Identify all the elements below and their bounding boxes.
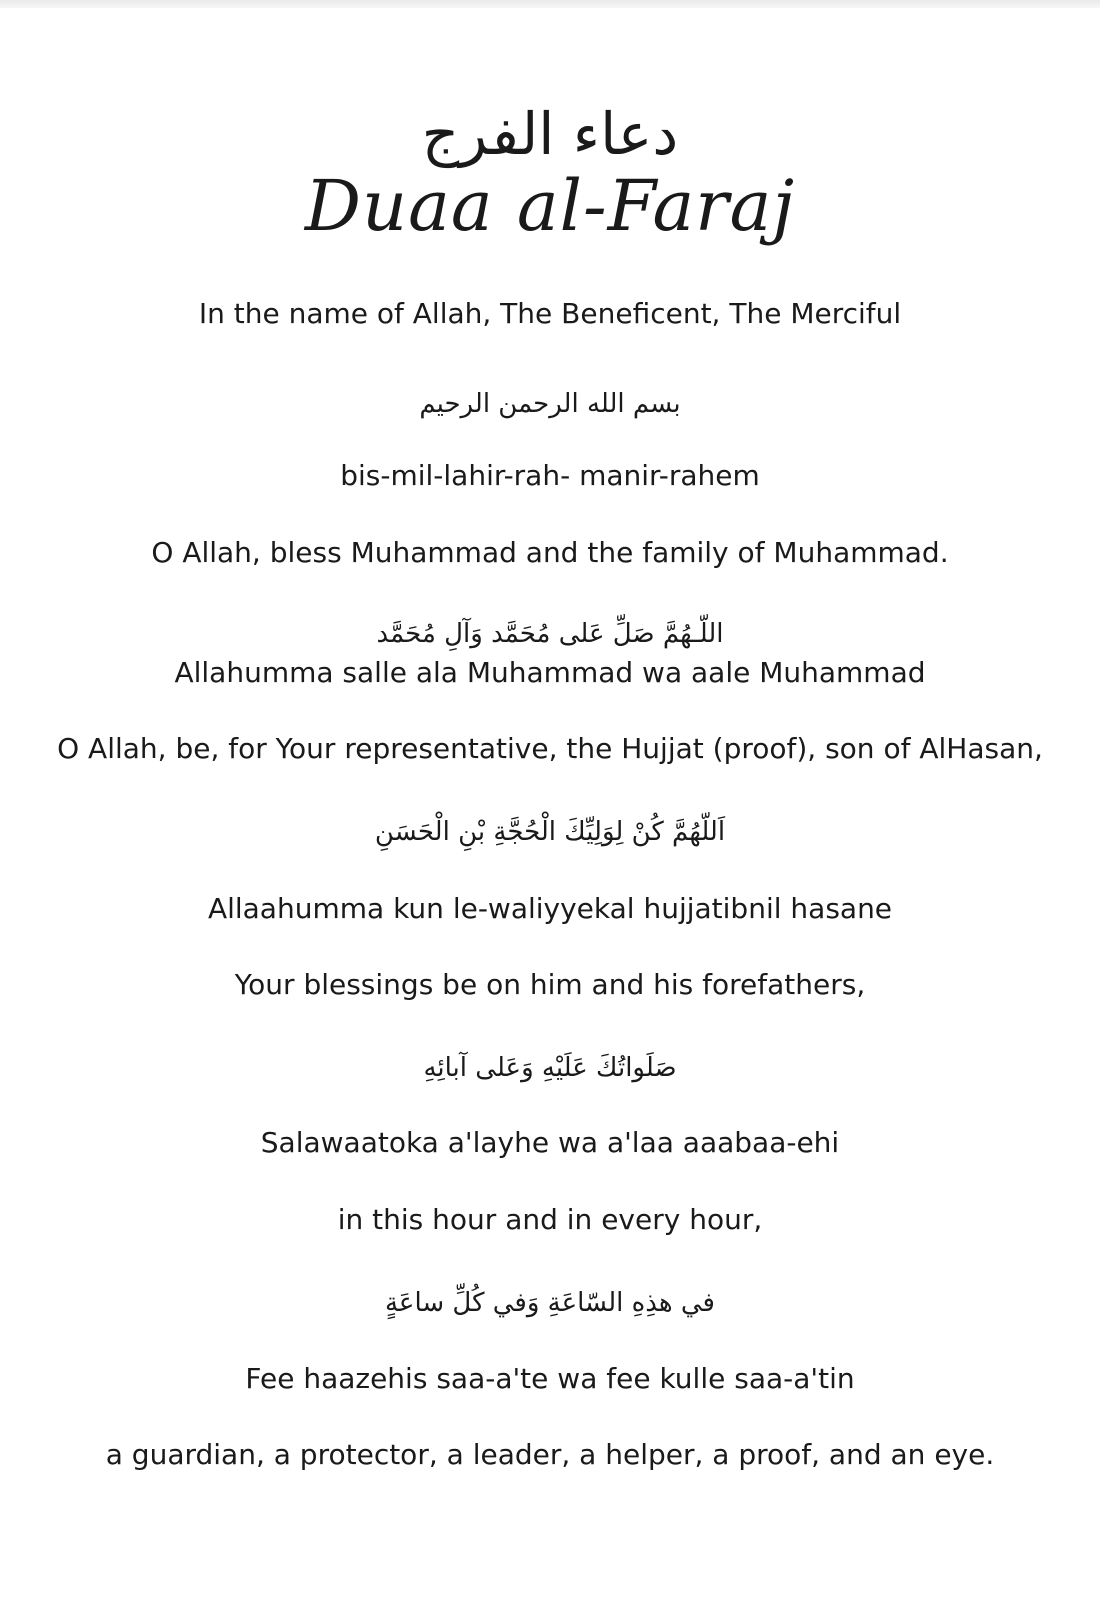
title-arabic: دعاء الفرج [421, 100, 679, 168]
verse-1-translation: O Allah, bless Muhammad and the family of Muhammad. [151, 536, 949, 569]
verse-2-translation: O Allah, be, for Your representative, the Hujjat (proof), son of AlHasan, [57, 732, 1043, 765]
title-english: Duaa al-Faraj [304, 165, 796, 247]
verse-4-transliteration: Fee haazehis saa-a'te wa fee kulle saa-a'tin [245, 1362, 855, 1395]
verse-5-translation: a guardian, a protector, a leader, a helper, a proof, and an eye. [105, 1438, 995, 1471]
verse-2-arabic: اَللّهُمَّ كُنْ لِوَلِيِّكَ الْحُجَّةِ بْنِ الْحَسَنِ [374, 817, 726, 847]
verse-4-translation: in this hour and in every hour, [337, 1203, 763, 1236]
verse-1-transliteration: Allahumma salle ala Muhammad wa aale Muhammad [174, 656, 926, 689]
verse-3-transliteration: Salawaatoka a'layhe wa a'laa aaabaa-ehi [260, 1126, 840, 1159]
bismillah-transliteration: bis-mil-lahir-rah- manir-rahem [340, 459, 760, 492]
verse-3-arabic: صَلَواتُكَ عَلَيْهِ وَعَلى آبائِهِ [423, 1053, 677, 1083]
bismillah-translation: In the name of Allah, The Beneficent, The Merciful [198, 297, 902, 330]
bismillah-arabic: بسم الله الرحمن الرحيم [419, 389, 681, 419]
verse-2-transliteration: Allaahumma kun le-waliyyekal hujjatibnil hasane [207, 892, 893, 925]
verse-3-translation: Your blessings be on him and his forefathers, [234, 968, 866, 1001]
verse-1-arabic: اللّـهُمَّ صَلِّ عَلى مُحَمَّد وَآلِ مُحَمَّد [376, 619, 724, 649]
verse-4-arabic: في هذِهِ السّاعَةِ وَفي كُلِّ ساعَةٍ [384, 1288, 715, 1318]
